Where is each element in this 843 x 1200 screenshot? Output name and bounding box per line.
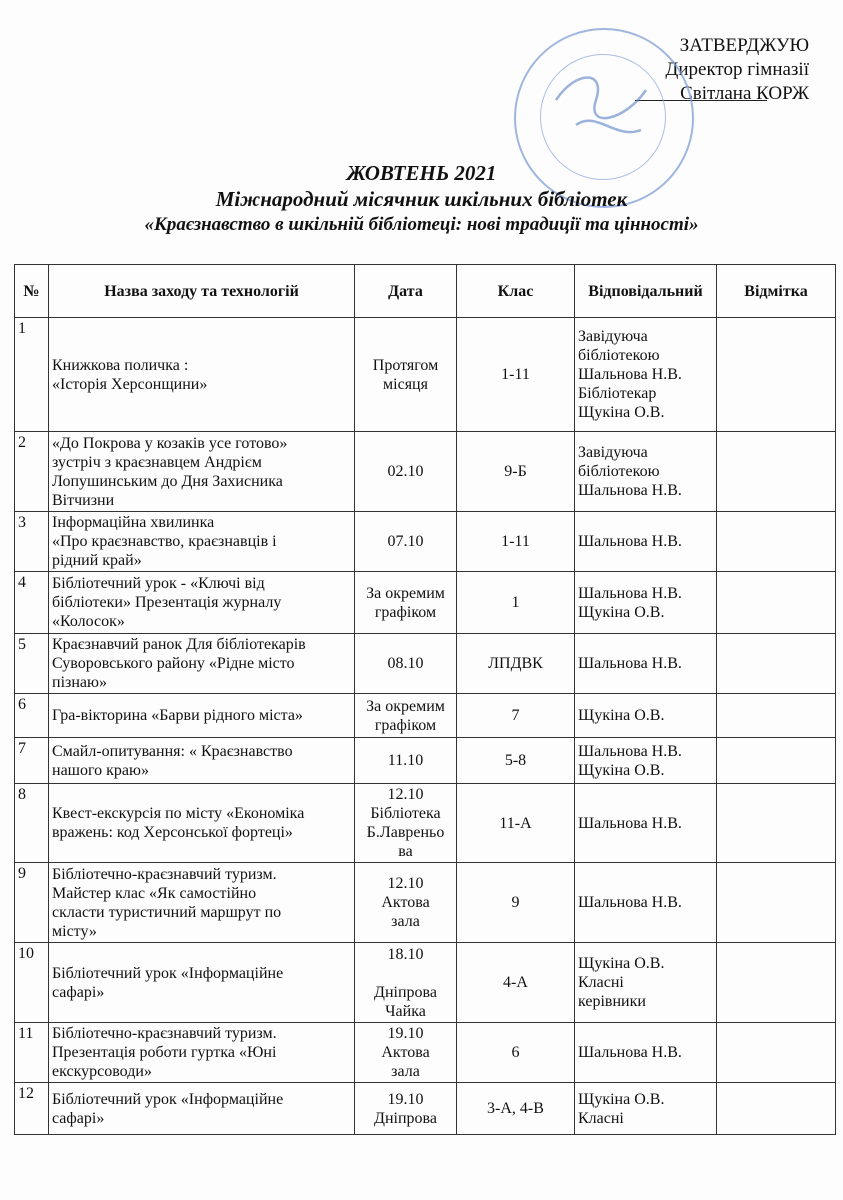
header-mark: Відмітка xyxy=(717,265,836,318)
table-row xyxy=(15,512,836,572)
row-responsible: Щукіна О.В. Класні керівники xyxy=(575,943,717,1023)
row-event-name: Інформаційна хвилинка «Про краєзнавство, краєзнавців і рідний край» xyxy=(49,512,355,572)
row-event-name: Гра-вікторина «Барви рідного міста» xyxy=(49,694,355,738)
row-date: 08.10 xyxy=(355,634,457,694)
table-row xyxy=(15,432,836,512)
row-class: 5-8 xyxy=(457,738,575,784)
row-responsible: Шальнова Н.В. xyxy=(575,863,717,943)
table-row xyxy=(15,943,836,1023)
header-responsible: Відповідальний xyxy=(575,265,717,318)
row-number: 9 xyxy=(15,863,49,943)
header-class: Клас xyxy=(457,265,575,318)
row-class: 3-А, 4-В xyxy=(457,1083,575,1135)
row-number: 2 xyxy=(15,432,49,512)
row-class: 1 xyxy=(457,572,575,634)
header-number: № xyxy=(15,265,49,318)
row-number: 1 xyxy=(15,318,49,432)
row-mark xyxy=(717,1023,836,1083)
row-event-name: Бібліотечно-краєзнавчий туризм. Презентація роботи гуртка «Юні екскурсоводи» xyxy=(49,1023,355,1083)
row-event-name: Квест-екскурсія по місту «Економіка вражень: код Херсонської фортеці» xyxy=(49,784,355,863)
row-date: 19.10 Дніпрова xyxy=(355,1083,457,1135)
row-responsible: Шальнова Н.В. xyxy=(575,634,717,694)
row-class: 11-А xyxy=(457,784,575,863)
row-number: 3 xyxy=(15,512,49,572)
row-date: За окремим графіком xyxy=(355,572,457,634)
row-responsible: Шальнова Н.В. xyxy=(575,1023,717,1083)
row-event-name: Книжкова поличка : «Історія Херсонщини» xyxy=(49,318,355,432)
table-header-row xyxy=(15,265,836,318)
approval-line-1: ЗАТВЕРДЖУЮ xyxy=(679,35,809,56)
row-responsible: Шальнова Н.В. xyxy=(575,784,717,863)
row-class: 6 xyxy=(457,1023,575,1083)
table-row xyxy=(15,784,836,863)
table-row xyxy=(15,863,836,943)
row-date: За окремим графіком xyxy=(355,694,457,738)
row-event-name: Бібліотечний урок - «Ключі від бібліотеки» Презентація журналу «Колосок» xyxy=(49,572,355,634)
row-mark xyxy=(717,512,836,572)
row-class: 1-11 xyxy=(457,318,575,432)
row-responsible: Завідуюча бібліотекою Шальнова Н.В. xyxy=(575,432,717,512)
row-mark xyxy=(717,863,836,943)
row-date: 07.10 xyxy=(355,512,457,572)
row-responsible: Завідуюча бібліотекою Шальнова Н.В. Бібліотекар Щукіна О.В. xyxy=(575,318,717,432)
document-titles xyxy=(0,160,843,238)
table-row xyxy=(15,738,836,784)
row-event-name: Бібліотечний урок «Інформаційне сафарі» xyxy=(49,943,355,1023)
row-responsible: Шальнова Н.В. Щукіна О.В. xyxy=(575,738,717,784)
row-class: 9 xyxy=(457,863,575,943)
table-row xyxy=(15,694,836,738)
title-event: Міжнародний місячник шкільних бібліотек xyxy=(215,187,628,211)
row-mark xyxy=(717,432,836,512)
row-number: 12 xyxy=(15,1083,49,1135)
row-mark xyxy=(717,943,836,1023)
row-number: 8 xyxy=(15,784,49,863)
row-class: 4-А xyxy=(457,943,575,1023)
row-class: 7 xyxy=(457,694,575,738)
row-event-name: Бібліотечно-краєзнавчий туризм. Майстер клас «Як самостійно скласти туристичний маршрут по місту» xyxy=(49,863,355,943)
row-date: 02.10 xyxy=(355,432,457,512)
title-theme: «Краєзнавство в шкільній бібліотеці: нові традиції та цінності» xyxy=(144,214,699,235)
row-date: 12.10 Бібліотека Б.Лавреньо ва xyxy=(355,784,457,863)
row-number: 4 xyxy=(15,572,49,634)
row-date: 11.10 xyxy=(355,738,457,784)
row-date: 19.10 Актова зала xyxy=(355,1023,457,1083)
row-mark xyxy=(717,572,836,634)
row-event-name: Краєзнавчий ранок Для бібліотекарів Суворовського району «Рідне місто пізнаю» xyxy=(49,634,355,694)
table-row xyxy=(15,318,836,432)
row-event-name: Смайл-опитування: « Краєзнавство нашого краю» xyxy=(49,738,355,784)
header-name: Назва заходу та технологій xyxy=(49,265,355,318)
row-number: 6 xyxy=(15,694,49,738)
row-class: 1-11 xyxy=(457,512,575,572)
row-mark xyxy=(717,694,836,738)
table-row xyxy=(15,634,836,694)
approval-line-3: Світлана КОРЖ xyxy=(680,83,809,104)
header-date: Дата xyxy=(355,265,457,318)
approval-line-2: Директор гімназії xyxy=(665,59,809,80)
row-mark xyxy=(717,634,836,694)
row-responsible: Щукіна О.В. xyxy=(575,694,717,738)
row-date: 18.10 Дніпрова Чайка xyxy=(355,943,457,1023)
row-number: 11 xyxy=(15,1023,49,1083)
row-number: 10 xyxy=(15,943,49,1023)
schedule-table xyxy=(14,264,836,1135)
row-class: 9-Б xyxy=(457,432,575,512)
row-date: 12.10 Актова зала xyxy=(355,863,457,943)
table-row xyxy=(15,572,836,634)
row-number: 5 xyxy=(15,634,49,694)
table-row xyxy=(15,1023,836,1083)
row-responsible: Шальнова Н.В. xyxy=(575,512,717,572)
row-date: Протягом місяця xyxy=(355,318,457,432)
row-number: 7 xyxy=(15,738,49,784)
row-mark xyxy=(717,1083,836,1135)
title-month: ЖОВТЕНЬ 2021 xyxy=(346,161,497,185)
row-event-name: «До Покрова у козаків усе готово» зустріч з краєзнавцем Андрієм Лопушинським до Дня Захисника Вітчизни xyxy=(49,432,355,512)
row-responsible: Щукіна О.В. Класні xyxy=(575,1083,717,1135)
row-mark xyxy=(717,318,836,432)
row-mark xyxy=(717,738,836,784)
row-event-name: Бібліотечний урок «Інформаційне сафарі» xyxy=(49,1083,355,1135)
row-mark xyxy=(717,784,836,863)
row-responsible: Шальнова Н.В. Щукіна О.В. xyxy=(575,572,717,634)
row-class: ЛПДВК xyxy=(457,634,575,694)
table-row xyxy=(15,1083,836,1135)
